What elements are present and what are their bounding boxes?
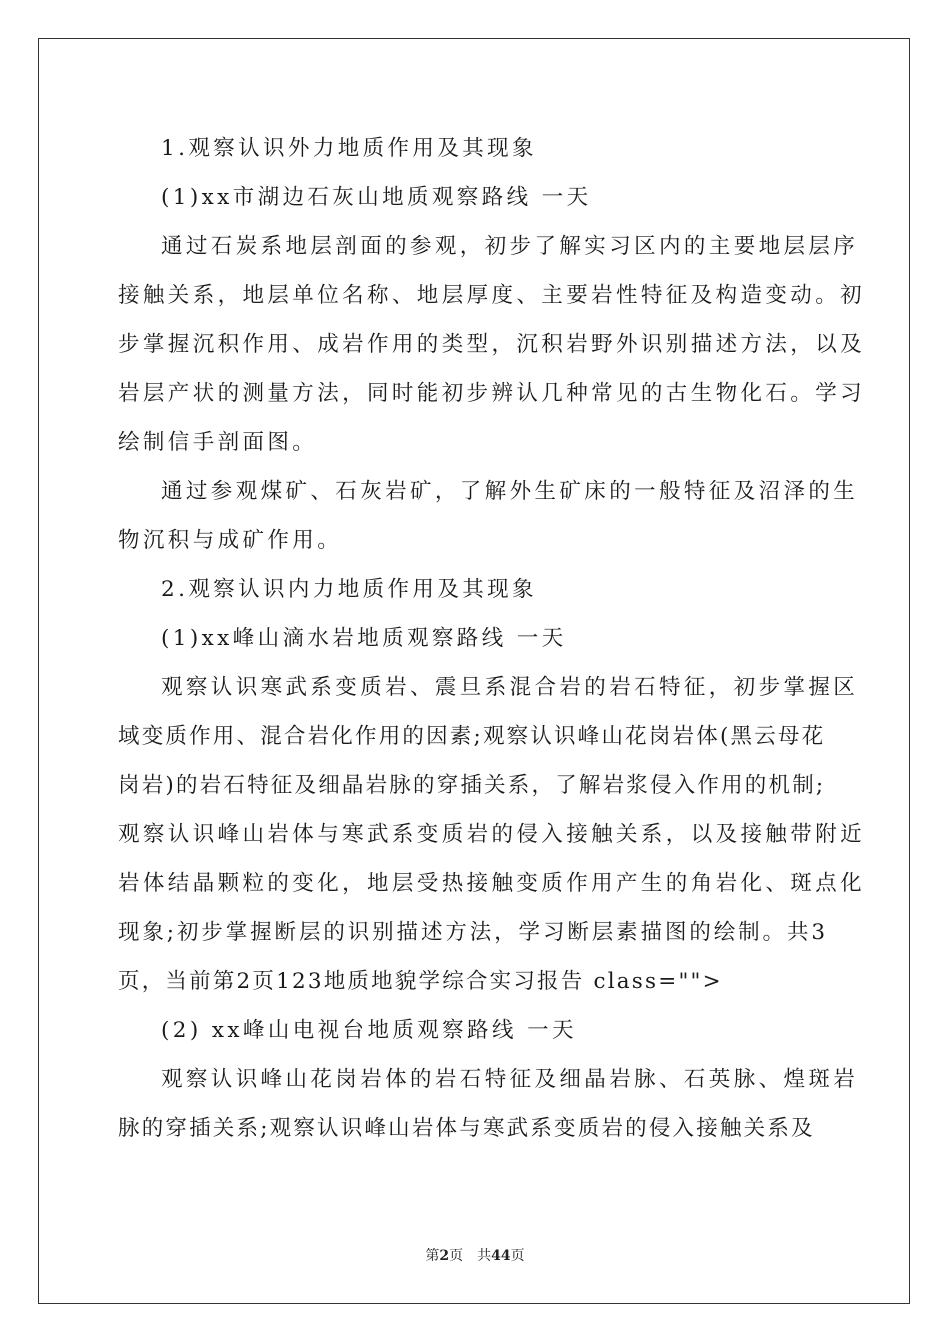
route-heading-1: (1)xx市湖边石灰山地质观察路线 一天 (161, 185, 592, 210)
paragraph-line: 物沉积与成矿作用。 (118, 528, 343, 553)
footer-total-pages: 44 (491, 1248, 511, 1264)
footer-page-word: 页 (449, 1248, 464, 1264)
section-heading-2: 2.观察认识内力地质作用及其现象 (161, 577, 537, 602)
paragraph-line: 岩层产状的测量方法，同时能初步辨认几种常见的古生物化石。学习 (118, 381, 866, 406)
page-footer (0, 1246, 950, 1266)
route-heading-3: (2) xx峰山电视台地质观察路线 一天 (161, 1018, 577, 1043)
paragraph-line: 观察认识峰山花岗岩体的岩石特征及细晶岩脉、石英脉、煌斑岩 (161, 1067, 859, 1092)
paragraph-line: 岗岩)的岩石特征及细晶岩脉的穿插关系，了解岩浆侵入作用的机制; (118, 773, 826, 798)
paragraph-line: 域变质作用、混合岩化作用的因素;观察认识峰山花岗岩体(黑云母花 (118, 724, 826, 749)
footer-total-suffix: 页 (510, 1248, 525, 1264)
footer-prefix: 第 (425, 1248, 440, 1264)
paragraph-line: 通过石炭系地层剖面的参观，初步了解实习区内的主要地层层序 (161, 234, 859, 259)
paragraph-line: 通过参观煤矿、石灰岩矿，了解外生矿床的一般特征及沼泽的生 (161, 479, 859, 504)
paragraph-line: 观察认识寒武系变质岩、震旦系混合岩的岩石特征，初步掌握区 (161, 675, 859, 700)
paragraph-line: 页，当前第2页123地质地貌学综合实习报告 class=""> (118, 969, 723, 994)
paragraph-line: 岩体结晶颗粒的变化，地层受热接触变质作用产生的角岩化、斑点化 (118, 871, 866, 896)
paragraph-line: 步掌握沉积作用、成岩作用的类型，沉积岩野外识别描述方法，以及 (118, 332, 866, 357)
paragraph-line: 观察认识峰山岩体与寒武系变质岩的侵入接触关系，以及接触带附近 (118, 822, 866, 847)
footer-total-prefix: 共 (477, 1248, 492, 1264)
document-body (118, 124, 866, 1153)
paragraph-line: 接触关系，地层单位名称、地层厚度、主要岩性特征及构造变动。初 (118, 283, 866, 308)
footer-current-page: 2 (439, 1248, 450, 1264)
paragraph-line: 绘制信手剖面图。 (118, 430, 318, 455)
section-heading-1: 1.观察认识外力地质作用及其现象 (161, 136, 537, 161)
paragraph-line: 脉的穿插关系;观察认识峰山岩体与寒武系变质岩的侵入接触关系及 (118, 1116, 815, 1141)
paragraph-line: 现象;初步掌握断层的识别描述方法，学习断层素描图的绘制。共3 (118, 920, 828, 945)
route-heading-2: (1)xx峰山滴水岩地质观察路线 一天 (161, 626, 567, 651)
